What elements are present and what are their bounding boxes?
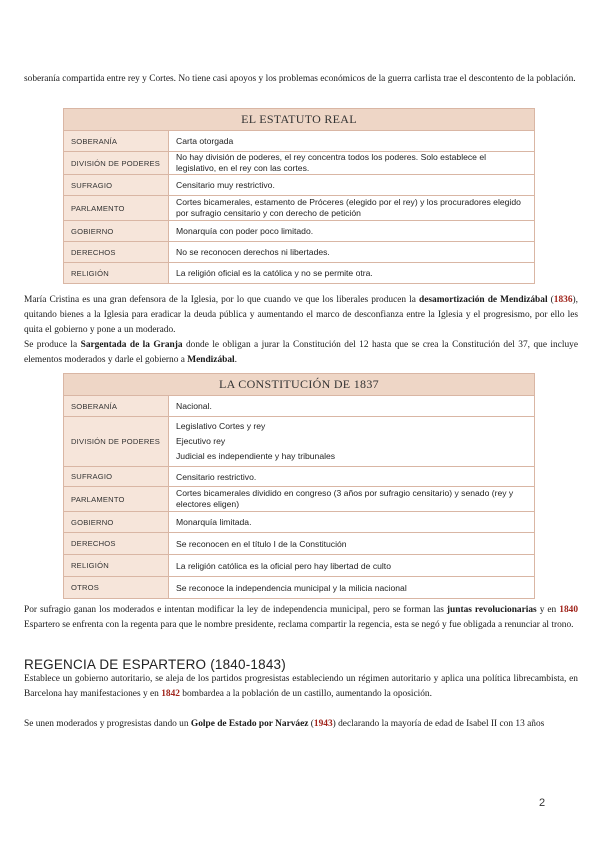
text-run: Por sufragio ganan los moderados e intentan modificar la ley de independencia municipal, pero se forman las [24, 605, 447, 615]
regencia-paragraph [24, 672, 578, 702]
constitucion-value: Se reconocen en el título I de la Constitución [169, 533, 535, 555]
text-run: Establece un gobierno autoritario, se aleja de los partidos progresistas estableciendo un régimen autoritario y aplica una política librecambista, en Barcelona hay manifestaciones y en [24, 674, 578, 699]
granja-paragraph [24, 338, 578, 368]
constitucion-key: DIVISIÓN DE PODERES [64, 417, 169, 467]
constitucion-key: SOBERANÍA [64, 396, 169, 417]
year-highlight: 1943 [313, 719, 333, 729]
golpe-term: Golpe de Estado por Narváez [190, 719, 309, 729]
year-highlight: 1840 [559, 605, 578, 615]
text-run: ) declarando la mayoría de edad de Isabel II con 13 años [332, 719, 545, 729]
division-line: Legislativo Cortes y rey [176, 421, 266, 431]
text-run: . [234, 355, 237, 365]
constitucion-1837-table [63, 373, 535, 599]
estatuto-value: No hay división de poderes, el rey concentra todos los poderes. Solo establece el legislativo, en el rey con las cortes. [169, 152, 535, 175]
golpe-paragraph [24, 717, 578, 732]
constitucion-key: PARLAMENTO [64, 487, 169, 512]
year-highlight: 1836 [553, 295, 573, 305]
year-highlight: 1842 [161, 689, 180, 699]
constitucion-key: RELIGIÓN [64, 555, 169, 577]
juntas-term: juntas revolucionarias [446, 605, 537, 615]
estatuto-value: Carta otorgada [169, 131, 535, 152]
text-run: Espartero se enfrenta con la regenta para que le nombre presidente, reclama compartir la regencia, esta se negó y fue obligada a renunciar al trono. [24, 620, 574, 630]
regencia-espartero-heading: REGENCIA DE ESPARTERO (1840-1843) [24, 657, 286, 672]
mendizabal-term: Mendizábal [187, 355, 235, 365]
sargentada-term: Sargentada de la Granja [80, 340, 183, 350]
text-run: María Cristina es una gran defensora de la Iglesia, por lo que cuando ve que los liberales producen la [24, 295, 420, 305]
text-run: y en [536, 605, 560, 615]
estatuto-value: La religión oficial es la católica y no se permite otra. [169, 263, 535, 284]
estatuto-key: PARLAMENTO [64, 196, 169, 221]
constitucion-key: OTROS [64, 577, 169, 599]
sufragio-paragraph [24, 603, 578, 633]
estatuto-title: EL ESTATUTO REAL [64, 109, 535, 131]
constitucion-key: SUFRAGIO [64, 467, 169, 487]
estatuto-value: Cortes bicamerales, estamento de Próceres (elegido por el rey) y los procuradores elegido por sufragio censitario y con derecho de petición [169, 196, 535, 221]
estatuto-key: SUFRAGIO [64, 175, 169, 196]
constitucion-value: Cortes bicamerales dividido en congreso (3 años por sufragio censitario) y senado (rey y electores eligen) [169, 487, 535, 512]
desamortizacion-term: desamortización de Mendizábal [419, 295, 548, 305]
text-run: ), quitando bienes a la Iglesia para eradicar la deuda pública y aumentando el marco de desconfianza entre la Iglesia y el progresismo, por ello les quita el gobierno y pone a un moderado. [24, 295, 578, 335]
estatuto-key: RELIGIÓN [64, 263, 169, 284]
constitucion-key: GOBIERNO [64, 512, 169, 533]
estatuto-value: Monarquía con poder poco limitado. [169, 221, 535, 242]
estatuto-key: DIVISIÓN DE PODERES [64, 152, 169, 175]
constitucion-title: LA CONSTITUCIÓN DE 1837 [64, 374, 535, 396]
constitucion-value: Nacional. [169, 396, 535, 417]
estatuto-value: No se reconocen derechos ni libertades. [169, 242, 535, 263]
constitucion-value: La religión católica es la oficial pero hay libertad de culto [169, 555, 535, 577]
division-line: Ejecutivo rey [176, 436, 226, 446]
text-run: donde le obligan a jurar la Constitución del 12 hasta que se crea la Constitución del 37, que incluye elementos moderados y darle el gobierno a [24, 340, 578, 365]
constitucion-key: DERECHOS [64, 533, 169, 555]
intro-text: soberanía compartida entre rey y Cortes. No tiene casi apoyos y los problemas económicos de la guerra carlista trae el descontento de la población. [24, 74, 576, 84]
page-number: 2 [539, 797, 546, 809]
intro-paragraph [24, 72, 578, 87]
estatuto-value: Censitario muy restrictivo. [169, 175, 535, 196]
division-line: Judicial es independiente y hay tribunales [176, 451, 336, 461]
division-poderes-value [169, 417, 535, 467]
estatuto-key: GOBIERNO [64, 221, 169, 242]
text-run: Se produce la [24, 340, 81, 350]
constitucion-value: Monarquía limitada. [169, 512, 535, 533]
text-run: ( [547, 295, 554, 305]
estatuto-key: DERECHOS [64, 242, 169, 263]
cristina-paragraph [24, 293, 578, 338]
text-run: Se unen moderados y progresistas dando un [24, 719, 191, 729]
text-run: bombardea a la población de un castillo, aumentando la oposición. [179, 689, 432, 699]
constitucion-value: Censitario restrictivo. [169, 467, 535, 487]
estatuto-real-table [63, 108, 535, 284]
text-run: ( [308, 719, 314, 729]
constitucion-value: Se reconoce la independencia municipal y la milicia nacional [169, 577, 535, 599]
estatuto-key: SOBERANÍA [64, 131, 169, 152]
